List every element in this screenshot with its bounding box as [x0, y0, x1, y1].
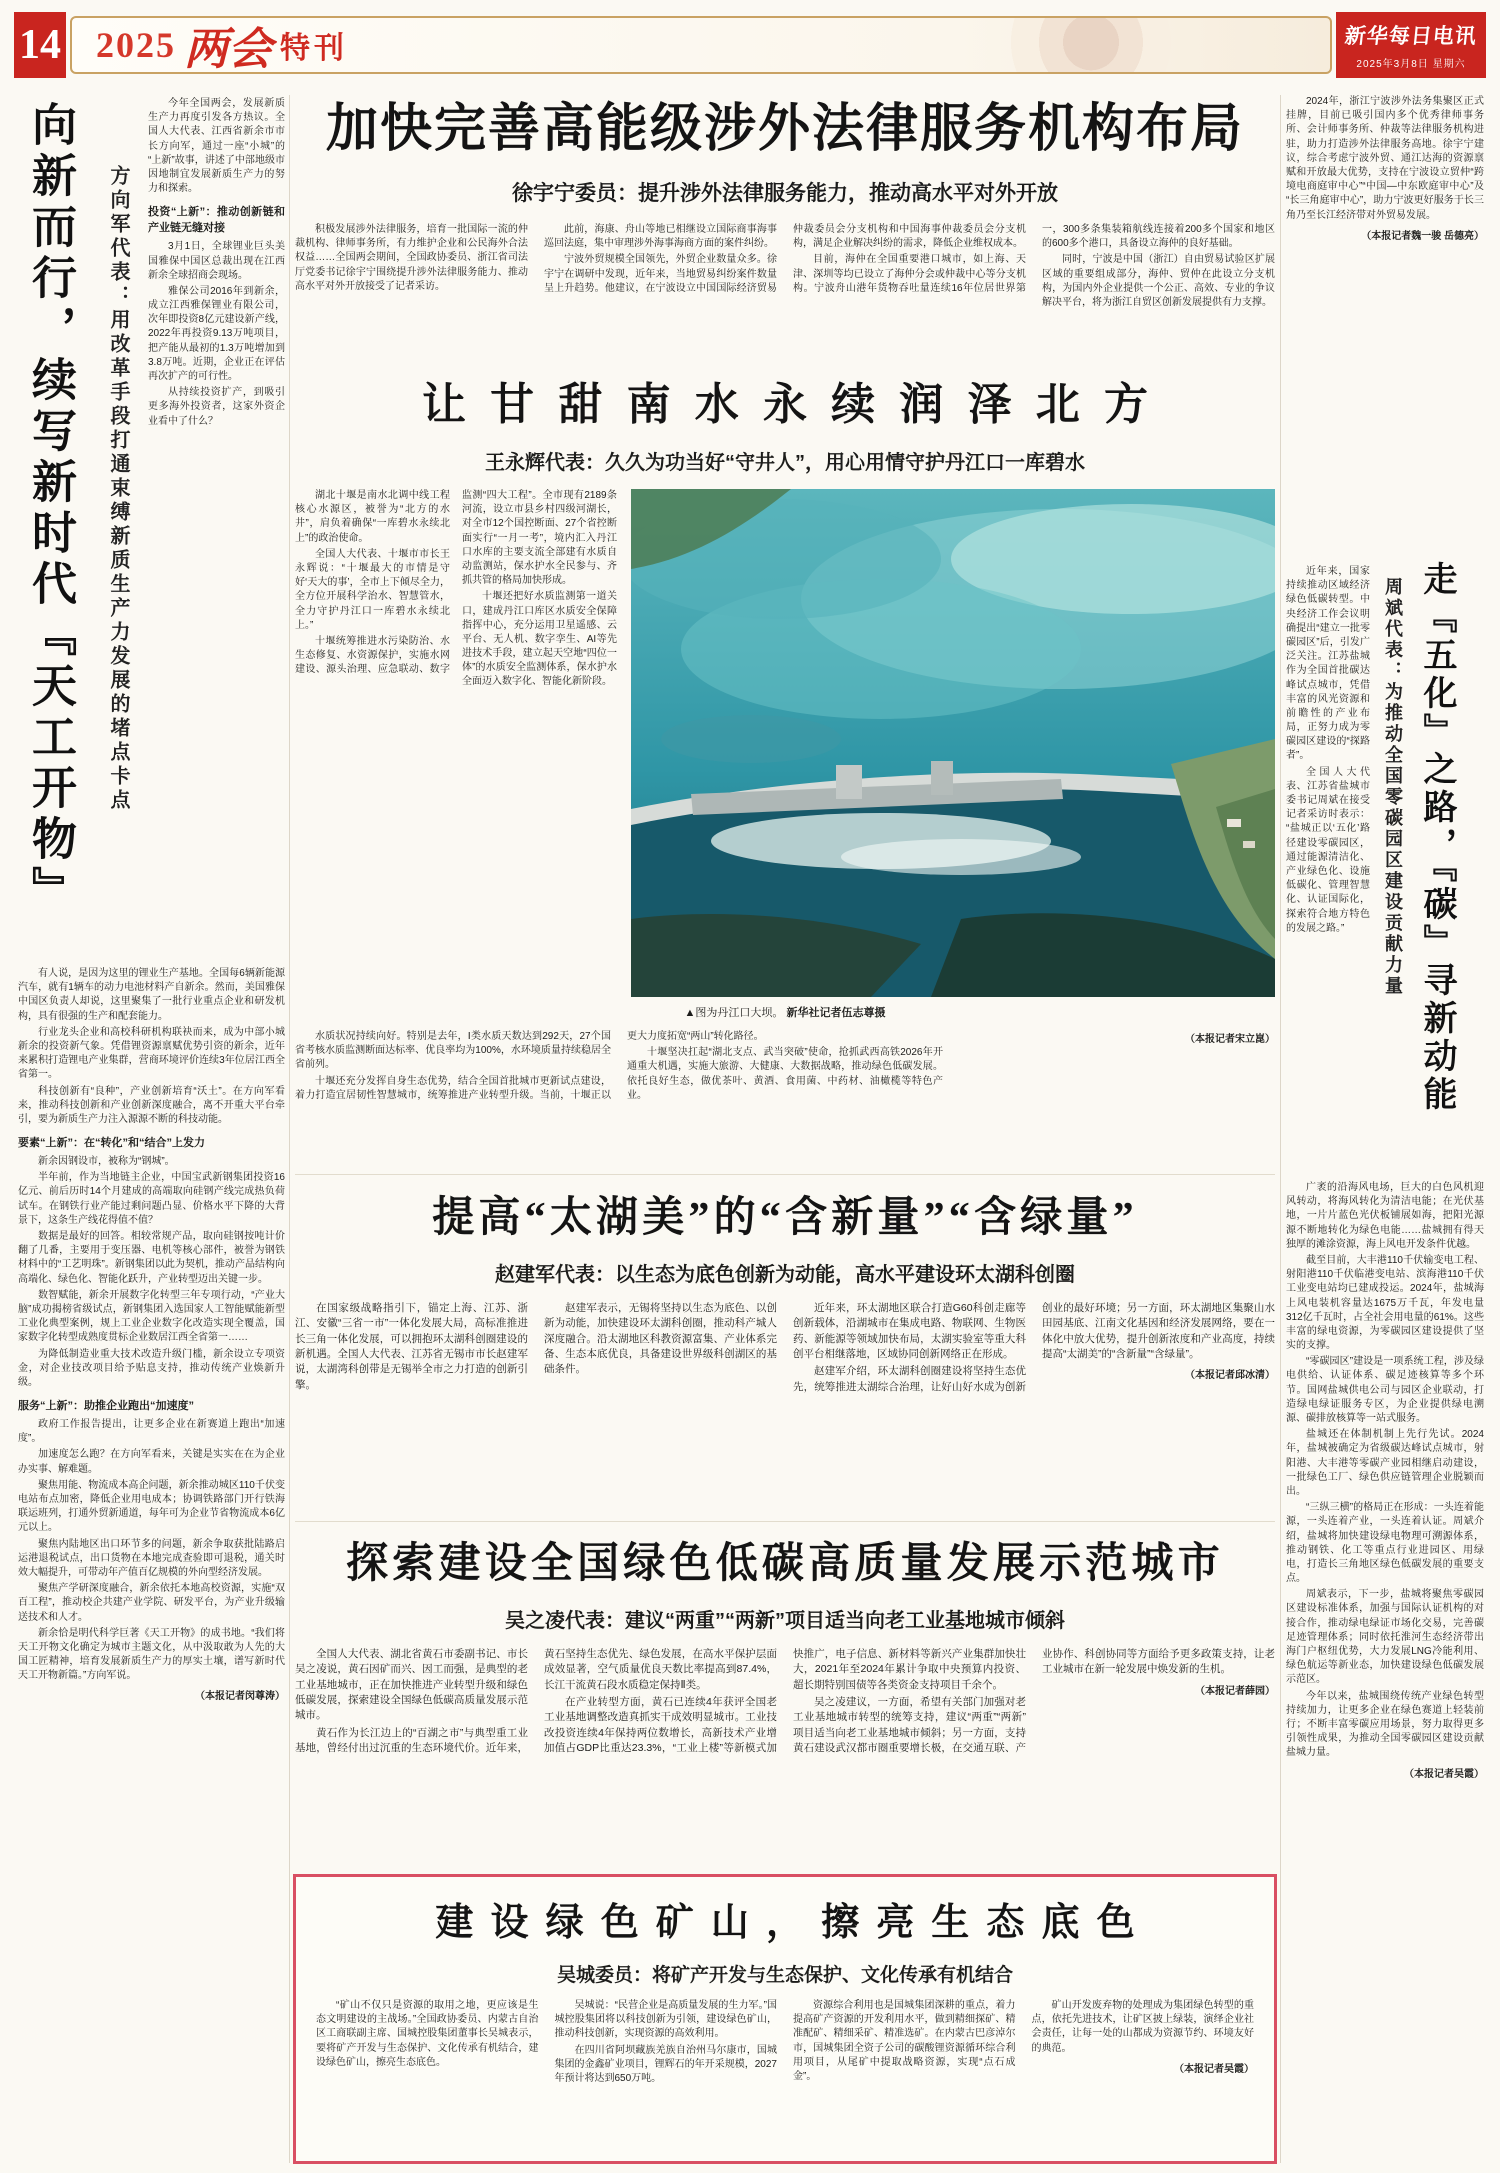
paragraph: 行业龙头企业和高校科研机构联袂而来，成为中部小城新余的投资新气象。凭借锂资源禀赋优势引资的新余，近年来累积打造锂电产业集群，营商环境评价连续3年位居江西全省第一。: [18, 1026, 285, 1081]
column-rule-left: [289, 95, 290, 2163]
zero-carbon-subtitle: 周斌代表：为推动全国零碳园区建设贡献力量: [1383, 577, 1403, 997]
paragraph: 赵建军介绍，环太湖科创圈建设将坚持生态优先，统筹推进太湖综合治理，让好山好水成为创新创业的最好环境；另一方面，环太湖地区集聚山水田园基底、江南文化基因和经济发展网络，要在一体化中放大优势，提升创新浓度和产业高度，持续提高“太湖美”的“含新量”“含绿量”。: [793, 1302, 1275, 1393]
left-article-subtitle: 方向军代表：用改革手段打通束缚新质生产力发展的堵点卡点: [107, 165, 129, 813]
paragraph: “三纵三横”的格局正在形成：一头连着能源，一头连着产业，一头连着认证。周斌介绍，盐城将加快建设绿电物理可溯源体系，推动钢铁、化工等重点行业进园区、用绿电，打造长三角地区绿色低碳发展的重要支点。: [1286, 1502, 1484, 1585]
water-article-headline: 让甘甜南水永续润泽北方: [421, 380, 1173, 429]
article-danjiangkou-water: [295, 368, 1275, 1180]
paragraph: 近年来，国家持续推动区域经济绿色低碳转型。中央经济工作会议明确提出“建立一批零碳园区”后，引发广泛关注。江苏盐城作为全国首批碳达峰试点城市，凭借丰富的风光资源和前瞻性的产业布局，正努力成为零碳园区建设的“探路者”。: [1286, 566, 1370, 762]
paragraph: 在四川省阿坝藏族羌族自治州马尔康市，国城集团的金鑫矿业项目，锂辉石的年开采规模，2027年预计将达到650万吨。: [554, 2044, 777, 2084]
paragraph: 2024年，浙江宁波涉外法务集聚区正式挂牌，目前已吸引国内多个优秀律师事务所、会计师事务所、仲裁等法律服务机构进驻，助力打造涉外法律服务高地。徐宇宁建议，综合考虑宁波外贸、通江达海的资源禀赋和开放最大优势，支持在宁波设立贸仲“跨境电商庭审中心”“中国—中东欧庭审中心”及“长三角庭审中心”，助力宁波更好服务于长三角乃至长江经济带对外贸易发展。: [1286, 96, 1484, 221]
zero-carbon-body: [1286, 1181, 1484, 2163]
danjiangkou-dam-photo: [631, 489, 1275, 997]
byline: （本报记者魏一骏 岳德亮）: [1361, 230, 1484, 242]
paper-date: 2025年3月8日 星期六: [1356, 59, 1466, 70]
paragraph: 聚焦产学研深度融合，新余依托本地高校资源，实施“双百工程”，推动校企共建产业学院、研发平台，为产业升级输送技术和人才。: [18, 1583, 285, 1623]
top-article-subtitle: 徐宇宁委员：提升涉外法律服务能力，推动高水平对外开放: [512, 182, 1058, 205]
subhead-service: 服务“上新”：助推企业跑出“加速度”: [18, 1400, 194, 1413]
paragraph: 此前，海康、舟山等地已相继设立国际商事海事巡回法庭，集中审理涉外海事海商方面的案件纠纷。: [544, 224, 777, 250]
byline: （本报记者吴霞）: [1174, 2063, 1254, 2075]
article-foreign-legal-services: [295, 86, 1275, 343]
paragraph: 在产业转型方面，黄石已连续4年获评全国老工业基地调整改造真抓实干成效明显城市。工业技改投资连续4年保持两位数增长，高新技术产业增加值占GDP比重达23.3%，“工业上楼”等新模式加快推广，电子信息、新材料等新兴产业集群加快壮大，2021年至2024年累计争取中央预算内投资、超长期特别国债等各类资金支持项目千余个。: [544, 1648, 1026, 1754]
paragraph: 雅保公司2016年到新余，成立江西雅保锂业有限公司，次年即投资8亿元建设新产线，2022年再投资9.13万吨项目，把产能从最初的1.3万吨增加到3.8万吨。近期，企业正在评估再次扩产的可行性。: [148, 285, 285, 382]
left-article-lead-column: [148, 97, 285, 955]
banner-year: 2025: [96, 25, 176, 65]
subhead-investment: 投资“上新”：推动创新链和产业链无缝对接: [148, 206, 285, 235]
paragraph: 黄石作为长江边上的“百湖之市”与典型重工业基地，曾经付出过沉重的生态环境代价。近年来，黄石坚持生态优先、绿色发展，在高水平保护层面成效显著，空气质量优良天数比率提高到87.4%，长江干流黄石段水质稳定保持Ⅱ类。: [295, 1648, 777, 1754]
page-number: 14: [14, 12, 66, 78]
paragraph: 目前，海仲在全国重要港口城市，如上海、天津、深圳等均已设立了海仲分会或仲裁中心等分支机构。宁波舟山港年货物吞吐量连续16年位居世界第一，300多条集装箱航线连接着200多个国家和地区的600多个港口，具备设立海仲的良好基础。: [793, 224, 1275, 294]
top-article-continuation: [1286, 95, 1484, 463]
byline: （本报记者闵尊涛）: [195, 1691, 285, 1703]
paragraph: 数智赋能，新余开展数字化转型三年专项行动，“产业大脑”成功揭榜省级试点，新钢集团入选国家人工智能赋能新型工业化典型案例，规上工业企业数字化改造实现全覆盖，国家数字化转型成熟度贯标企业数居江西全省第一……: [18, 1289, 285, 1344]
taihu-subtitle: 赵建军代表：以生态为底色创新为动能，高水平建设环太湖科创圈: [495, 1264, 1075, 1286]
banner-suffix: 特刊: [280, 32, 348, 65]
top-article-headline: 加快完善高能级涉外法律服务机构布局: [325, 101, 1244, 158]
paragraph: 十堰坚决扛起“湖北支点、武当突破”使命，抢抓武西高铁2026年开通重大机遇，实施大旅游、大健康、大数据战略，推动绿色低碳发展。依托良好生态，做优茶叶、黄酒、食用菌、中药材、油橄榄等特色产业。: [627, 1047, 943, 1101]
zero-carbon-headline: 走『五化』之路，『碳』寻新动能: [1418, 561, 1455, 1114]
paragraph: 为降低制造业重大技术改造升级门槛，新余设立专项资金，对企业技改项目给予贴息支持，推动传统产业焕新升级。: [18, 1348, 285, 1388]
paragraph: 3月1日，全球锂业巨头美国雅保中国区总裁出现在江西新余全球招商会现场。: [148, 241, 285, 281]
paragraph: 数据是最好的回答。相较常规产品，取向硅钢按吨计价翻了几番，主要用于变压器、电机等核心部件，被誉为钢铁材料中的“工艺明珠”。新钢集团以此为契机，推动产品结构向高端化、绿色化、智能化跃升，产业转型迈出关键一步。: [18, 1231, 285, 1285]
article-green-city: [295, 1530, 1275, 1867]
paragraph: 广袤的沿海风电场，巨大的白色风机迎风转动，将海风转化为清洁电能；在光伏基地，一片片蓝色光伏板铺展如海，把阳光源源不断地转化为绿色电能……盐城拥有得天独厚的滩涂资源，海上风电开发条件优越。: [1286, 1182, 1484, 1250]
water-article-subtitle: 王永辉代表：久久为功当好“守井人”，用心用情守护丹江口一库碧水: [485, 452, 1085, 474]
dam-aerial-illustration: [631, 489, 1275, 997]
paragraph: 同时，宁波是中国（浙江）自由贸易试验区扩展区域的重要组成部分，海仲、贸仲在此设立分支机构，为国内外企业提供一个公正、高效、专业的争议解决平台，将为浙江自贸区创新发展提供有力支撑。: [1042, 254, 1275, 308]
masthead: [14, 12, 1486, 78]
column-rule-right: [1280, 95, 1281, 2163]
water-article-lead: [295, 489, 617, 997]
paragraph: 周斌表示，下一步，盐城将聚焦零碳园区建设标准体系，加强与国际认证机构的对接合作，推动绿电绿证市场化交易，完善碳足迹管理体系；同时依托淮河生态经济带出海门户枢纽优势，大力发展LNG冷能利用、绿色航运等新业态，加快建设绿色低碳发展示范区。: [1286, 1589, 1484, 1686]
paragraph: 湖北十堰是南水北调中线工程核心水源区，被誉为“北方的水井”，肩负着确保“一库碧水永续北上”的政治使命。: [295, 490, 450, 544]
special-edition-banner: [70, 16, 1332, 74]
paragraph: 积极发展涉外法律服务，培育一批国际一流的仲裁机构、律师事务所，有力维护企业和公民海外合法权益……全国两会期间，全国政协委员、浙江省司法厅党委书记徐宇宁围绕提升涉外法律服务能力、推动高水平对外开放接受了记者采访。: [295, 224, 528, 292]
paragraph: 赵建军表示，无锡将坚持以生态为底色、以创新为动能，加快建设环太湖科创圈，推动科产城人深度融合。沿太湖地区科教资源富集、产业体系完备、生态本底优良，具备建设世界级科创湖区的基础条件。: [544, 1302, 777, 1376]
paper-name: 新华每日电讯: [1343, 24, 1479, 48]
paper-nameplate: [1336, 12, 1486, 78]
paragraph: 矿山开发废弃物的处理成为集团绿色转型的重点，依托先进技术，让矿区披上绿装，演绎企业社会责任，让每一处的山都成为资源节约、环境友好的典范。: [1031, 2000, 1254, 2054]
paragraph: “零碳园区”建设是一项系统工程，涉及绿电供给、认证体系、碳足迹核算等多个环节。国网盐城供电公司与园区企业联动，打造绿电绿证服务专区，为企业提供绿电溯源、碳排放核算等一站式服务。: [1286, 1356, 1484, 1424]
city-subtitle: 吴之凌代表：建议“两重”“两新”项目适当向老工业基地城市倾斜: [505, 1610, 1065, 1632]
mine-body: [316, 1999, 1254, 2151]
byline: （本报记者宋立崑）: [1185, 1034, 1275, 1045]
mine-headline: 建设绿色矿山，擦亮生态底色: [435, 1902, 1152, 1944]
paragraph: “矿山不仅只是资源的取用之地，更应该是生态文明建设的主战场。”全国政协委员、内蒙古自治区工商联副主席、国城控股集团董事长吴城表示，要将矿产开发与生态保护、文化传承有机结合，建设绿色矿山，擦亮生态底色。: [316, 2000, 539, 2068]
paragraph: 水质状况持续向好。特别是去年，Ⅰ类水质天数达到292天，27个国省考核水质监测断面达标率、优良率均为100%，水环境质量持续稳居全省前列。: [295, 1031, 611, 1071]
paragraph: 吴城说：“民营企业是高质量发展的生力军。”国城控股集团将以科技创新为引领，建设绿色矿山，推动科技创新，实现资源的高效利用。: [554, 2000, 777, 2040]
paragraph: 从持续投资扩产，到吸引更多海外投资者，这家外资企业看中了什么？: [148, 387, 285, 427]
taihu-headline: 提高“太湖美”的“含新量”“含绿量”: [432, 1195, 1138, 1241]
paragraph: 十堰还充分发挥自身生态优势，结合全国首批城市更新试点建设，着力打造宜居韧性智慧城市，统筹推进产业转型升级。当前，十堰正以更大力度拓宽“两山”转化路径。: [295, 1031, 764, 1101]
paragraph: 十堰统筹推进水污染防治、水生态修复、水资源保护，实施水网建设、源头治理、应急联动、数字监测“四大工程”。全市现有2189条河流，设立市县乡村四级河湖长，对全市12个国控断面、27个省控断面实行“一月一考”，境内汇入丹江口水库的主要支流全部建有水质自动监测站，保水护水全民参与、齐抓共管的格局加快形成。: [295, 490, 617, 676]
caption-text: ▲图为丹江口大坝。: [684, 1007, 784, 1019]
paragraph: 全国人大代表、江苏省盐城市委书记周斌在接受记者采访时表示：“盐城正以‘五化’路径建设零碳园区，通过能源清洁化、产业绿色化、设施低碳化、管理智慧化、认证国际化，探索符合地方特色的发展之路。”: [1286, 766, 1370, 934]
banner-brush-title: 两会: [184, 25, 272, 74]
city-body: [295, 1647, 1275, 1867]
paragraph: 宁波外贸规模全国领先，外贸企业数量众多。徐宇宁在调研中发现，近年来，当地贸易纠纷案件数量呈上升趋势。他建议，在宁波设立中国国际经济贸易仲裁委员会分支机构和中国海事仲裁委员会分支机构，满足企业解决纠纷的需求，降低企业维权成本。: [544, 224, 1026, 294]
paragraph: 全国人大代表、湖北省黄石市委副书记、市长吴之凌说，黄石因矿而兴、因工而强，是典型的老工业基地城市，正在加快推进产业转型升级和绿色低碳发展，探索建设全国绿色低碳高质量发展示范城市。: [295, 1648, 528, 1722]
right-rail: [1286, 95, 1484, 2163]
article-taihu: [295, 1184, 1275, 1521]
city-headline: 探索建设全国绿色低碳高质量发展示范城市: [346, 1541, 1224, 1587]
section-rule-2: [295, 1521, 1275, 1522]
top-article-body: [295, 223, 1275, 343]
photo-caption: [295, 1004, 1275, 1020]
water-article-bottom: [295, 1030, 1275, 1180]
paragraph: 在国家级战略指引下，锚定上海、江苏、浙江、安徽“三省一市”一体化发展大局，高标准推进长三角一体化发展，可以拥抱环太湖科创圈建设的新机遇。全国人大代表、江苏省无锡市市长赵建军说，太湖湾科创带是无锡举全市之力打造的创新引擎。: [295, 1302, 528, 1391]
left-article-body: [18, 967, 285, 2163]
article-green-mine-boxed: [293, 1874, 1277, 2164]
paragraph: 科技创新有“良种”，产业创新培育“沃土”。在方向军看来，推动科技创新和产业创新深度融合，离不开重大平台牵引，要为新质生产力注入源源不断的科技动能。: [18, 1085, 285, 1125]
paragraph: 近年来，环太湖地区联合打造G60科创走廊等创新载体，沿湖城市在集成电路、物联网、生物医药、新能源等领域加快布局，太湖实验室等重大科创平台相继落地，区域协同创新网络正在形成。: [793, 1302, 1026, 1360]
article-zero-carbon: [1286, 477, 1484, 1167]
byline: （本报记者吴霞）: [1404, 1768, 1484, 1780]
taihu-body: [295, 1301, 1275, 1521]
byline: （本报记者薛园）: [1195, 1685, 1275, 1697]
byline: （本报记者邱冰清）: [1185, 1370, 1275, 1382]
paragraph: 全国人大代表、十堰市市长王永辉说：“十堰最大的市情是守好‘天大的事’，全市上下倾尽全力，全方位开展科学治水、智慧管水，全力守护丹江口一库碧水永续北上。”: [295, 548, 450, 631]
paragraph: 聚焦内陆地区出口环节多的问题，新余争取获批陆路启运港退税试点，出口货物在本地完成查验即可退税，通关时效大幅提升，可带动年产值百亿规模的外向型经济发展。: [18, 1538, 285, 1578]
mine-subtitle: 吴城委员：将矿产开发与生态保护、文化传承有机结合: [556, 1965, 1013, 1986]
paragraph: 政府工作报告提出，让更多企业在新赛道上跑出“加速度”。: [18, 1419, 285, 1445]
paragraph: 新余因钢设市，被称为“钢城”。: [38, 1156, 175, 1168]
paragraph: 半年前，作为当地链主企业，中国宝武新钢集团投资16亿元、前后历时14个月建成的高端取向硅钢产线完成热负荷试车。在钢铁行业产能过剩问题凸显、价格水平下降的大背景下，这条生产线花得值不值？: [18, 1172, 285, 1226]
caption-credit: 新华社记者伍志尊摄: [786, 1007, 886, 1019]
paragraph: 聚焦用能、物流成本高企问题，新余推动城区110千伏变电站布点加密，降低企业用电成本；协调铁路部门开行铁海联运班列，打通外贸新通道，每年可为企业节省物流成本6亿元以上。: [18, 1479, 285, 1534]
paragraph: 今年以来，盐城围绕传统产业绿色转型持续加力，让更多企业在绿色赛道上轻装前行；不断丰富零碳应用场景，努力取得更多引领性成果，为推动全国零碳园区建设贡献盐城力量。: [1286, 1690, 1484, 1759]
paragraph: 吴之凌建议，一方面，希望有关部门加强对老工业基地城市转型的统筹支持，建议“两重”“两新”项目适当向老工业基地城市倾斜；另一方面，支持黄石建设武汉都市圈重要增长极，在交通互联、产业协作、科创协同等方面给予更多政策支持，让老工业城市在新一轮发展中焕发新的生机。: [793, 1648, 1275, 1754]
paragraph: 截至目前，大丰港110千伏输变电工程、射阳港110千伏临港变电站、滨海港110千伏工业变电站均已建成投运。2024年，盐城海上风电装机容量达1675万千瓦，年发电量312亿千瓦时，占全社会用电量的61%。这些丰富的绿电资源，为零碳园区建设提供了坚实的支撑。: [1286, 1254, 1484, 1352]
paragraph: 今年全国两会，发展新质生产力再度引发各方热议。全国人大代表、江西省新余市市长方向军，通过一座“小城”的“上新”故事，讲述了中部地级市因地制宜发展新质生产力的努力和探索。: [148, 98, 285, 195]
paragraph: 加速度怎么跑？在方向军看来，关键是实实在在为企业办实事、解难题。: [18, 1449, 285, 1475]
paragraph: 盐城还在体制机制上先行先试。2024年，盐城被确定为省级碳达峰试点城市，射阳港、大丰港等零碳产业园相继启动建设，一批绿色工厂、绿色供应链管理企业脱颖而出。: [1286, 1429, 1484, 1497]
left-article-headline: 向新而行，续写新时代『天工开物』: [25, 101, 75, 917]
paragraph: 十堰还把好水质监测第一道关口，建成丹江口库区水质安全保障指挥中心，充分运用卫星遥感、云平台、无人机、数字孪生、AI等先进技术手段，建立起天空地“四位一体”的水质安全监测体系，保水护水全面迈入数字化、智能化新阶段。: [462, 591, 617, 688]
paragraph: 有人说，是因为这里的锂业生产基地。全国每6辆新能源汽车，就有1辆车的动力电池材料产自新余。然而，美国雅保中国区负责人却说，这里聚集了一批行业重点企业和研发机构，具有很强的生产和配套能力。: [18, 968, 285, 1022]
subhead-elements: 要素“上新”：在“转化”和“结合”上发力: [18, 1137, 205, 1150]
article-fangxiangjun: [18, 95, 285, 2163]
zero-carbon-lead: [1286, 565, 1370, 1165]
paragraph: 资源综合利用也是国城集团深耕的重点，着力提高矿产资源的开发利用水平，做到精细探矿、精准配矿、精细采矿、精准选矿。在内蒙古巴彦淖尔市，国城集团全资子公司的碳酸锂资源循环综合利用项目，从尾矿中提取战略资源，实现“点石成金”。: [793, 2000, 1016, 2082]
paragraph: 新余恰是明代科学巨著《天工开物》的成书地。“我们将天工开物文化确定为城市主题文化，从中汲取敢为人先的大国工匠精神，培育发展新质生产力的厚实土壤，谱写新时代天工开物新篇。”方向军说。: [18, 1627, 285, 1682]
